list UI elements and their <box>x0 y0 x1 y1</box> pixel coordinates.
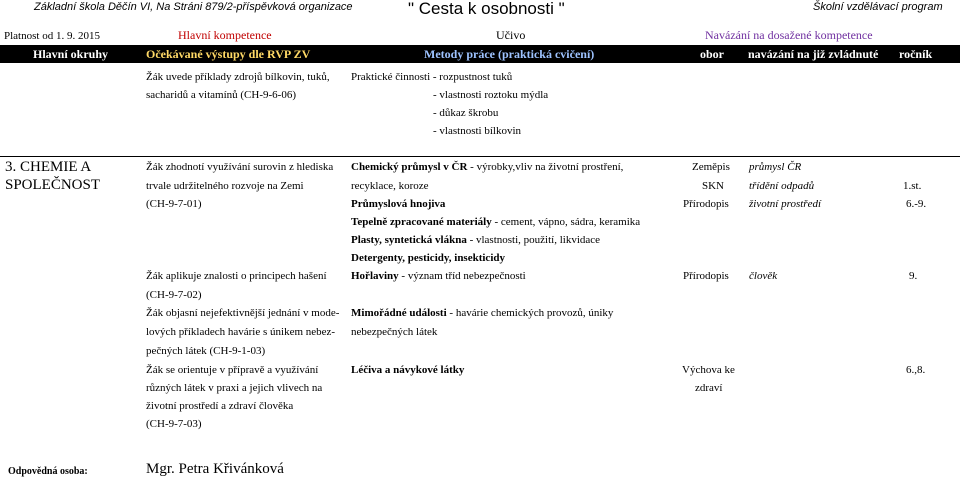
methods-line: - vlastnosti roztoku mýdla <box>433 89 549 101</box>
output-line: různých látek v praxi a jejich vlivech na <box>146 382 323 394</box>
grade-cell: 6.-9. <box>906 198 927 210</box>
methods-line: Hořlaviny - význam tříd nebezpečnosti <box>351 270 526 282</box>
output-line: sacharidů a vitamínů (CH-9-6-06) <box>146 89 296 101</box>
field-cell: Přírodopis <box>683 270 729 282</box>
output-line: (CH-9-7-03) <box>146 418 202 430</box>
field-cell: Přírodopis <box>683 198 729 210</box>
col-field: obor <box>700 47 724 61</box>
area-title: 3. CHEMIE A <box>5 159 92 175</box>
output-line: Žák aplikuje znalosti o principech hašení <box>146 270 327 282</box>
responsible-label: Odpovědná osoba: <box>8 466 88 477</box>
output-line: Žák uvede příklady zdrojů bílkovin, tuků, <box>146 71 330 83</box>
output-line: životní prostředí a zdraví člověka <box>146 400 294 412</box>
field-cell: Zeměpis <box>692 161 730 173</box>
col-expected-outputs: Očekávané výstupy dle RVP ZV <box>146 47 311 61</box>
main-competence-header: Hlavní kompetence <box>178 28 272 42</box>
output-line: (CH-9-7-02) <box>146 289 202 301</box>
link-header: Navázání na dosažené kompetence <box>705 28 873 42</box>
methods-line: Detergenty, pesticidy, insekticidy <box>351 252 505 264</box>
output-line: Žák se orientuje v přípravě a využívání <box>146 364 319 376</box>
methods-line: - vlastnosti bílkovin <box>433 125 521 137</box>
school-name: Základní škola Děčín VI, Na Stráni 879/2-příspěvková organizace <box>34 1 353 13</box>
col-methods: Metody práce (praktická cvičení) <box>424 47 595 61</box>
methods-line: Tepelně zpracované materiály - cement, vápno, sádra, keramika <box>351 216 641 228</box>
column-header-band <box>0 45 960 63</box>
grade-cell: 1.st. <box>903 180 922 192</box>
col-link-mastered: navázání na již zvládnuté <box>748 47 879 61</box>
grade-cell: 9. <box>909 270 918 282</box>
output-line: Žák objasní nejefektivnější jednání v mode- <box>146 307 340 319</box>
methods-line: nebezpečných látek <box>351 326 438 338</box>
col-main-areas: Hlavní okruhy <box>33 47 109 61</box>
col-grade: ročník <box>899 47 933 61</box>
output-line: (CH-9-7-01) <box>146 198 202 210</box>
field-cell: zdraví <box>695 382 723 394</box>
output-line: lových příkladech havárie s únikem nebez- <box>146 326 336 338</box>
link-cell: člověk <box>749 270 778 282</box>
methods-line: - důkaz škrobu <box>433 107 499 119</box>
methods-line: recyklace, koroze <box>351 180 429 192</box>
methods-line: Průmyslová hnojiva <box>351 198 446 210</box>
area-title: SPOLEČNOST <box>5 177 101 193</box>
link-cell: životní prostředí <box>749 198 822 210</box>
field-cell: Výchova ke <box>682 364 735 376</box>
program-type: Školní vzdělávací program <box>813 1 943 13</box>
methods-line: Chemický průmysl v ČR - výrobky,vliv na životní prostření, <box>351 161 624 173</box>
methods-line: Praktické činnosti - rozpustnost tuků <box>351 71 513 83</box>
curriculum-header: Učivo <box>496 28 526 42</box>
output-line: Žák zhodnotí využívání surovin z hlediska <box>146 161 334 173</box>
methods-line: Léčiva a návykové látky <box>351 364 465 376</box>
program-title: " Cesta k osobnosti " <box>408 0 565 18</box>
output-line: trvale udržitelného rozvoje na Zemi <box>146 180 304 192</box>
validity-label: Platnost od 1. 9. 2015 <box>4 30 100 42</box>
section-divider <box>0 156 960 157</box>
grade-cell: 6.,8. <box>906 364 926 376</box>
field-cell: SKN <box>702 180 725 192</box>
link-cell: třídění odpadů <box>749 180 815 192</box>
link-cell: průmysl ČR <box>749 161 802 173</box>
methods-line: Plasty, syntetická vlákna - vlastnosti, použití, likvidace <box>351 234 601 246</box>
methods-line: Mimořádné události - havárie chemických provozů, úniky <box>351 307 614 319</box>
responsible-name: Mgr. Petra Křivánková <box>146 461 284 477</box>
output-line: pečných látek (CH-9-1-03) <box>146 345 266 357</box>
